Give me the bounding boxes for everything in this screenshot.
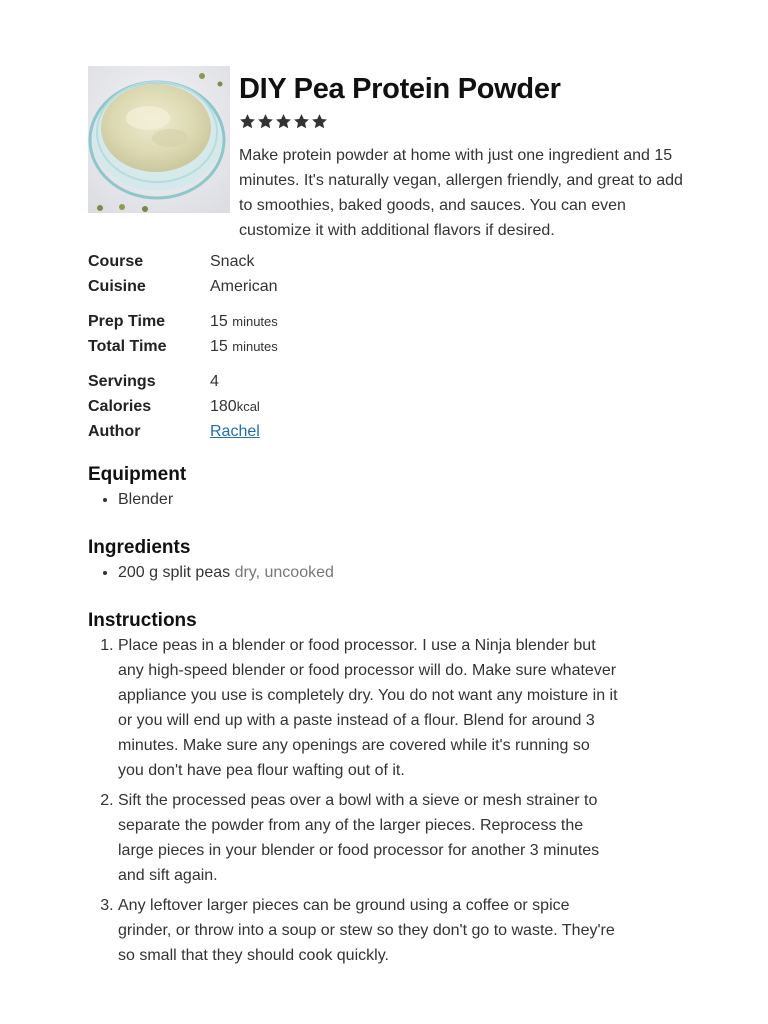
ingredients-section bbox=[88, 536, 688, 585]
meta-row-cuisine bbox=[88, 274, 688, 299]
meta-row-total-time bbox=[88, 334, 688, 359]
calories-unit: kcal bbox=[236, 399, 260, 414]
total-time-label: Total Time bbox=[88, 338, 167, 355]
total-time-value bbox=[210, 334, 278, 359]
instructions-section bbox=[88, 609, 688, 968]
author-link[interactable]: Rachel bbox=[210, 423, 260, 440]
instruction-step: 1. Place peas in a blender or food processor. I use a Ninja blender but any high-speed blender or food processor will do. Make sure whatever appliance you use is completely dry. You do not want any moisture in it or you will end up with a paste instead of a flour. Blend for around 3 minutes. Make sure any openings are covered while it's running so you don't have pea flour wafting out of it. bbox=[118, 633, 618, 783]
star-icon[interactable] bbox=[293, 113, 310, 130]
ingredient-name: split peas bbox=[162, 564, 231, 581]
prep-time-label: Prep Time bbox=[88, 313, 166, 330]
recipe-heading-block bbox=[239, 66, 689, 243]
calories-label: Calories bbox=[88, 398, 152, 415]
meta-row-calories bbox=[88, 394, 688, 419]
meta-row-author bbox=[88, 419, 688, 444]
total-time-unit: minutes bbox=[232, 339, 278, 354]
instructions-heading: Instructions bbox=[88, 610, 197, 631]
recipe-meta bbox=[88, 249, 688, 444]
author-label: Author bbox=[88, 423, 141, 440]
star-icon[interactable] bbox=[311, 113, 328, 130]
course-label: Course bbox=[88, 253, 144, 270]
instruction-step: 2. Sift the processed peas over a bowl with a sieve or mesh strainer to separate the powder from any of the larger pieces. Reprocess the large pieces in your blender or food processor for another 3 minutes and sift again. bbox=[118, 788, 618, 888]
prep-time-value bbox=[210, 309, 278, 334]
ingredient-amount: 200 bbox=[118, 564, 145, 581]
meta-group-details bbox=[88, 369, 688, 444]
ingredients-heading: Ingredients bbox=[88, 537, 191, 558]
ingredient-list bbox=[88, 560, 688, 585]
equipment-heading: Equipment bbox=[88, 464, 187, 485]
equipment-list bbox=[88, 487, 688, 512]
course-value: Snack bbox=[210, 253, 255, 270]
servings-label: Servings bbox=[88, 373, 156, 390]
cuisine-value: American bbox=[210, 278, 278, 295]
ingredient-item bbox=[118, 560, 688, 585]
recipe-summary: Make protein powder at home with just one ingredient and 15 minutes. It's naturally vegan, allergen friendly, and great to add to smoothies, baked goods, and sauces. You can even customize it with additional flavors if desired. bbox=[239, 147, 683, 239]
star-icon[interactable] bbox=[239, 113, 256, 130]
star-icon[interactable] bbox=[275, 113, 292, 130]
recipe-card bbox=[88, 66, 688, 973]
servings-value[interactable]: 4 bbox=[210, 373, 219, 390]
prep-time-unit: minutes bbox=[232, 314, 278, 329]
ingredient-notes: dry, uncooked bbox=[234, 564, 334, 581]
meta-row-prep-time bbox=[88, 309, 688, 334]
recipe-title: DIY Pea Protein Powder bbox=[239, 73, 561, 105]
recipe-header bbox=[88, 66, 688, 241]
meta-group-category bbox=[88, 249, 688, 299]
meta-group-times bbox=[88, 309, 688, 359]
meta-row-course bbox=[88, 249, 688, 274]
pea-powder-bowl-image bbox=[88, 66, 230, 213]
equipment-section bbox=[88, 463, 688, 512]
instruction-step: 3. Any leftover larger pieces can be ground using a coffee or spice grinder, or throw into a soup or stew so they don't go to waste. They're so small that they should cook quickly. bbox=[118, 893, 618, 968]
ingredient-unit: g bbox=[149, 564, 159, 581]
rating-stars[interactable] bbox=[239, 113, 689, 133]
recipe-photo[interactable] bbox=[88, 66, 230, 213]
total-time-number: 15 bbox=[210, 338, 228, 355]
cuisine-label: Cuisine bbox=[88, 278, 146, 295]
equipment-item: • Blender bbox=[118, 487, 688, 512]
calories-value bbox=[210, 394, 260, 419]
calories-number: 180 bbox=[210, 398, 237, 415]
instruction-list bbox=[88, 633, 618, 968]
star-icon[interactable] bbox=[257, 113, 274, 130]
meta-row-servings bbox=[88, 369, 688, 394]
prep-time-number: 15 bbox=[210, 313, 228, 330]
